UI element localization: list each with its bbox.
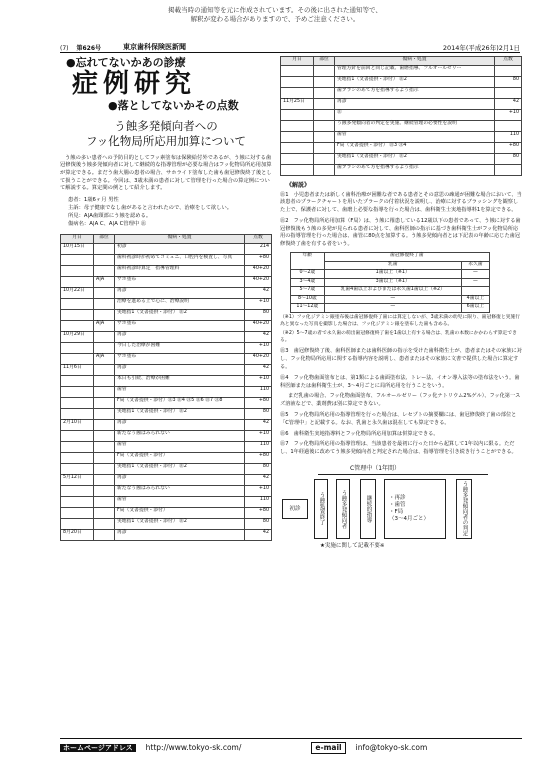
cell-site <box>314 77 335 88</box>
cell-treatment: 初診 <box>115 243 245 254</box>
table-row <box>61 254 272 265</box>
cell-points <box>495 88 522 99</box>
commentary-note-2: ㊟2 フッ化物局所応用加算（F局）は、う蝕に罹患している12歳以下の患者であって、う蝕に対する歯冠修復後もう蝕の多発が見られる患者に対して、歯科医師の指示に基づき歯科衛生士がフッ化物局所応用の指導管理を行った場合は、歯管に80点を加算する。う蝕多発傾向者とは下記表の年齢に応じた歯冠修復終了歯を有する者をいう。 <box>280 217 521 248</box>
table-row <box>61 441 272 452</box>
cell-treatment: 実地指1（文書提供・添付） ㊟2 <box>335 154 495 165</box>
disclaimer-notice <box>0 6 550 24</box>
cell-site <box>94 265 115 276</box>
table-row <box>61 397 272 408</box>
cell-treatment: 再診 <box>115 474 245 485</box>
table-row <box>291 278 490 287</box>
cell-date <box>61 507 94 518</box>
table-row <box>61 474 272 485</box>
cell-site <box>94 386 115 397</box>
cell-points: 110 <box>245 441 272 452</box>
cell-site: A|A <box>94 353 115 364</box>
col-treatment: 傷病・処置 <box>335 57 495 66</box>
permanent-col: 永久歯 <box>461 261 489 270</box>
table-row <box>61 375 272 386</box>
age-cell: 8〜10歳 <box>291 295 325 304</box>
age-cell: 0〜2歳 <box>291 270 325 279</box>
flow-box-visits <box>384 479 446 539</box>
cell-site <box>94 518 115 529</box>
treatment-record-body-continued <box>281 66 522 176</box>
age-cell: 4歯以上 <box>461 295 489 304</box>
restored-col: 歯冠修復終了歯 <box>324 253 489 262</box>
email-label: e-mail <box>311 742 345 753</box>
cell-date <box>61 441 94 452</box>
col-points: 点数 <box>245 234 272 243</box>
cell-points <box>495 66 522 77</box>
cell-points: 80 <box>245 408 272 419</box>
cell-points: +10 <box>245 430 272 441</box>
table-row <box>61 419 272 430</box>
table-row <box>281 154 522 165</box>
cell-date: 5月12日 <box>61 474 94 485</box>
age-cell: — <box>324 295 461 304</box>
cell-treatment: 歯管 <box>335 132 495 143</box>
cell-site <box>94 254 115 265</box>
cell-points: 42 <box>245 331 272 342</box>
kicker-bottom: ●落としてないかその点数 <box>108 99 239 113</box>
table-row <box>61 265 272 276</box>
age-cell: — <box>461 278 489 287</box>
cell-points <box>495 121 522 132</box>
cell-site <box>314 99 335 110</box>
cell-points: +10 <box>245 485 272 496</box>
age-cell: 6歯以上 <box>461 304 489 313</box>
cell-points: 80 <box>245 463 272 474</box>
masthead <box>60 40 520 53</box>
cell-date <box>61 386 94 397</box>
complaint-line: 主訴：母子健康でなし歯があると言われたので、治療をして欲しい。 <box>68 204 233 211</box>
issue-date: 2014年(平成26年)2月1日 <box>442 43 520 52</box>
cell-site <box>314 154 335 165</box>
cell-treatment: F局（文書提供・添付） ㊟3 ㊟4 <box>335 143 495 154</box>
cell-treatment: F局（文書提供・添付）㊟3 ㊟4 ㊟5 ㊟6 ㊟7 ㊟8 <box>115 397 245 408</box>
col-site: 部位 <box>94 234 115 243</box>
table-row <box>281 165 522 176</box>
cell-treatment: 歯管 <box>115 386 245 397</box>
cell-points <box>495 165 522 176</box>
cell-date <box>61 342 94 353</box>
table-row <box>61 430 272 441</box>
age-table-body <box>291 270 490 313</box>
cell-date: 10月22日 <box>61 287 94 298</box>
cell-site: A|A <box>94 320 115 331</box>
cell-site <box>94 364 115 375</box>
commentary-note-6: ㊟6 歯科衛生実地指導料とフッ化物局所応用加算は併算定できる。 <box>280 430 439 437</box>
commentary-note-3: ㊟3 歯冠修復終了後、歯科医師または歯科医師の指示を受けた歯科衛生士が、患者またはその家族に対し、フッ化物局所応用に関する指導内容を説明し、患者またはその家族に文書で提供した場合に算定する。 <box>280 348 522 370</box>
col-treatment: 傷病・処置 <box>115 234 245 243</box>
table-row <box>281 99 522 110</box>
age-cell: 5〜7歳 <box>291 287 325 296</box>
cell-date <box>281 88 314 99</box>
page-footer <box>60 738 522 754</box>
cell-treatment: 治療を進める上で心に、治療説明 <box>115 298 245 309</box>
cell-points: 110 <box>245 496 272 507</box>
cell-points: 42 <box>495 99 522 110</box>
table-header-row <box>61 234 272 243</box>
cell-treatment: 実地指1（文書提供・添付） ㊟2 <box>115 463 245 474</box>
cell-treatment: 再診 <box>115 529 245 540</box>
commentary-title: 《解説》 <box>286 182 311 189</box>
section-title: 症例研究 <box>72 68 197 99</box>
age-cell: 3〜4歳 <box>291 278 325 287</box>
cell-treatment: 再診 <box>335 99 495 110</box>
kicker-top: ●忘れてないかあの診療 <box>66 56 186 69</box>
cell-site <box>314 132 335 143</box>
col-points: 点数 <box>495 57 522 66</box>
cell-treatment: う蝕多発傾向者の判定を実施、継続管理の必要性を説明 <box>335 121 495 132</box>
cell-date <box>61 298 94 309</box>
cell-site <box>314 165 335 176</box>
treatment-record-table <box>60 234 272 541</box>
flow-box-judgment: う蝕多発傾向者の判定 <box>456 479 472 539</box>
cell-treatment: 新たなう蝕はみられない <box>115 430 245 441</box>
cell-date <box>61 397 94 408</box>
cell-treatment: 歯ブラシのあて方を指導するよう指示 <box>335 165 495 176</box>
cell-treatment: 管理方針を前回と同じ記載、歯磨指導、フルオールゼリー <box>335 66 495 77</box>
cell-treatment: サホ塗布 <box>115 276 245 287</box>
cell-date <box>281 143 314 154</box>
cell-site <box>314 66 335 77</box>
table-row <box>281 110 522 121</box>
article-intro: う蝕の多い患者への予防目的としてフッ素塗布は保険給付外であるが、う蝕に対する歯冠修復後う蝕多発傾向者に対して継続的な指導管理が必要な場合はフッ化物局所応用加算が算定できる。まだう歯大腸の患者の場合、サホライド塗布した歯も歯冠修復終了後として扱うことができる。今回は、3歳未満の患者に対して管理を行った場合の算定例について解説する。算定間の例として紹介します。 <box>60 154 272 192</box>
table-row <box>291 304 490 313</box>
cell-site <box>314 110 335 121</box>
cell-treatment: 実地指1（文書提供・添付） ㊟2 <box>115 518 245 529</box>
cell-points: 80 <box>245 309 272 320</box>
cell-date <box>61 518 94 529</box>
cell-date <box>281 66 314 77</box>
cell-date <box>61 463 94 474</box>
cell-date <box>281 121 314 132</box>
flow-item-revisit: ・再診 <box>389 495 406 502</box>
left-column <box>60 56 272 541</box>
flow-box-continuous-guidance: 継続的指導 <box>360 479 376 539</box>
table-row <box>281 77 522 88</box>
cell-site <box>94 397 115 408</box>
table-row <box>61 463 272 474</box>
flow-footnote: ★実施に関して記載不要※ <box>320 542 385 549</box>
flow-period-line <box>318 474 488 475</box>
subtitle-line-1: う蝕多発傾向者への <box>114 118 218 133</box>
cell-site <box>94 342 115 353</box>
cell-site <box>94 463 115 474</box>
diagnosis-line: 傷病名：A|A C、A|A C管理中 ㊟ <box>68 220 147 227</box>
cell-date <box>61 452 94 463</box>
table-row <box>281 121 522 132</box>
cell-treatment: F局（文書提供・添付） <box>115 507 245 518</box>
cell-date: 10月15日 <box>61 243 94 254</box>
cell-points: 80 <box>495 77 522 88</box>
table-row <box>61 342 272 353</box>
cell-site <box>314 143 335 154</box>
age-cell: — <box>324 304 461 313</box>
table-row <box>61 243 272 254</box>
cell-treatment: 新たなう蝕はみられない <box>115 485 245 496</box>
cell-points: +80 <box>245 397 272 408</box>
cell-treatment: 実地指1（文書提供・添付） ㊟2 <box>335 77 495 88</box>
primary-col: 乳歯 <box>324 261 461 270</box>
cell-points: +80 <box>245 452 272 463</box>
cell-treatment: 歯管 <box>115 441 245 452</box>
cell-points: +80 <box>245 254 272 265</box>
cell-date <box>61 254 94 265</box>
cell-treatment: 本日も引続、治療が困難 <box>115 375 245 386</box>
cell-date: 11月25日 <box>281 99 314 110</box>
age-table-header <box>291 253 490 262</box>
table-row <box>281 143 522 154</box>
cell-site <box>94 452 115 463</box>
cell-date <box>61 496 94 507</box>
cell-points: +10 <box>495 110 522 121</box>
age-col: 年齢 <box>291 253 325 270</box>
table-row <box>61 320 272 331</box>
flow-item-fluoride: ・F局 <box>389 508 404 515</box>
commentary-note-1: ㊟1 小児患者または新しく歯科治療が困難な者である患者とその意思の疎通が困難な場合において、当該患者のプラークチャートを用いたプラークの付着状況を説明し、治療に対するブラッシングを観察した上で、保護者に対して、歯磨上必要な指導を行った場合は、歯科衛生士実地指導料1を算定できる。 <box>280 191 522 214</box>
disclaimer-line-2: 解釈が変わる場合がありますので、予めご注意ください。 <box>190 14 360 23</box>
col-site: 部位 <box>314 57 335 66</box>
age-criteria-table <box>290 252 490 313</box>
cell-date <box>61 309 94 320</box>
cell-treatment: 歯科初診時算定 指導管理料 <box>115 265 245 276</box>
cell-date <box>281 165 314 176</box>
cell-site <box>94 298 115 309</box>
table-row <box>61 507 272 518</box>
cell-site <box>94 485 115 496</box>
table-row <box>61 452 272 463</box>
cell-treatment: 再診 <box>115 331 245 342</box>
cell-treatment: サホ塗布 <box>115 320 245 331</box>
cell-points: 40+20 <box>245 353 272 364</box>
table-row <box>61 408 272 419</box>
commentary-note-4: ㊟4 フッ化物歯面塗布とは、第1類による歯面塗布法、トレー法、イオン導入法等の塗布法をいう。歯科医師または歯科衛生士が、3〜4月ごとに局所応用を行うことをいう。 <box>280 374 520 389</box>
cell-points: 40+20 <box>245 265 272 276</box>
disclaimer-line-1: 掲載当時の通知等を元に作成されています。その後に出された通知等で、 <box>168 6 382 14</box>
flow-item-interval: （3〜4月ごと） <box>389 515 429 522</box>
table-row <box>61 529 272 540</box>
cell-site <box>94 441 115 452</box>
cell-date: 2月10日 <box>61 419 94 430</box>
cell-points: 110 <box>245 386 272 397</box>
page-number: (7) <box>60 44 69 52</box>
cell-points: 40+20 <box>245 276 272 287</box>
cell-treatment: 歯科初診時が初めてコミュニ、口腔内を検査し、写真 <box>115 254 245 265</box>
flow-box-restoration-done: う蝕処置終了 <box>314 479 328 539</box>
cell-points: +10 <box>245 298 272 309</box>
cell-date <box>61 375 94 386</box>
right-column <box>280 56 522 565</box>
patient-line: 患者：1歳6ヶ月 男性 <box>68 197 119 204</box>
age-cell: 3歯以上（※1） <box>324 278 461 287</box>
flow-box-high-risk: う蝕多発傾向者 <box>336 479 350 539</box>
age-cell: 1歯以上（※1） <box>324 270 461 279</box>
cell-site <box>94 496 115 507</box>
cell-points: 42 <box>245 474 272 485</box>
email-address[interactable]: info@tokyo-sk.com <box>355 743 428 753</box>
cell-site: A|A <box>94 276 115 287</box>
cell-treatment: サホ塗布 <box>115 353 245 364</box>
cell-site <box>94 331 115 342</box>
table-row <box>61 353 272 364</box>
cell-site <box>94 375 115 386</box>
cell-date: 8月20日 <box>61 529 94 540</box>
cell-site <box>94 419 115 430</box>
age-cell: 乳歯4歯以上およびまたは永久歯1歯以上（※2） <box>324 287 461 296</box>
table-row <box>61 309 272 320</box>
age-cell: 11〜12歳 <box>291 304 325 313</box>
table-row <box>291 270 490 279</box>
age-cell: — <box>461 270 489 279</box>
footnote-2: （※2）5〜7歳の者で永久歯の萌出歯冠修復終了歯を1歯以上有する場合は、乳歯の本数にかかわらず算定できる。 <box>280 331 517 344</box>
table-row <box>61 518 272 529</box>
cell-date <box>61 276 94 287</box>
table-row <box>61 496 272 507</box>
cell-date <box>281 132 314 143</box>
cell-points: 42 <box>245 419 272 430</box>
cell-site <box>94 243 115 254</box>
cell-points: 40+20 <box>245 320 272 331</box>
cell-points: 214 <box>245 243 272 254</box>
cell-treatment: 歯管 <box>115 496 245 507</box>
cell-date <box>61 408 94 419</box>
table-row <box>61 276 272 287</box>
treatment-record-body <box>61 243 272 540</box>
commentary-note-5: ㊟5 フッ化物局所応用の指導管理を行った場合は、レセプトの摘要欄には、歯冠修復終了歯の部位と「C管理中」と記載する。なお、乳歯と永久歯は混在しても算定できる。 <box>280 411 517 426</box>
newspaper-name: 東京歯科保険医新聞 <box>123 42 187 52</box>
homepage-url[interactable]: http://www.tokyo-sk.com/ <box>145 743 242 753</box>
table-row <box>61 364 272 375</box>
age-cell <box>461 287 489 296</box>
cell-site <box>94 287 115 298</box>
cell-points: +80 <box>245 507 272 518</box>
cell-treatment: 実地指1（文書提供・添付） ㊟2 <box>115 309 245 320</box>
cell-treatment: 歯ブラシのあて方を指導するよう指示 <box>335 88 495 99</box>
table-row <box>281 88 522 99</box>
cell-date <box>61 353 94 364</box>
management-flow-diagram <box>280 465 522 565</box>
cell-site <box>314 121 335 132</box>
cell-date <box>61 265 94 276</box>
flow-box-first-visit: 初診 <box>282 499 308 519</box>
cell-points: +80 <box>495 143 522 154</box>
cell-treatment: 再診 <box>115 287 245 298</box>
cell-date <box>281 110 314 121</box>
cell-date: 11月6日 <box>61 364 94 375</box>
cell-points: +10 <box>245 375 272 386</box>
table-header-row <box>281 57 522 66</box>
cell-treatment: 実地指1（文書提供・添付） ㊟2 <box>115 408 245 419</box>
table-row <box>291 287 490 296</box>
cell-treatment: 再診 <box>115 419 245 430</box>
cell-site <box>94 507 115 518</box>
findings-line: 所見：A|A歯頸部にう蝕を認める。 <box>68 212 152 219</box>
flow-item-management: ・歯管 <box>389 502 406 509</box>
cell-points: 42 <box>245 364 272 375</box>
patient-info <box>60 197 272 229</box>
cell-treatment: ㊟ <box>335 110 495 121</box>
cell-treatment: 今日した治療が困難 <box>115 342 245 353</box>
cell-site <box>314 88 335 99</box>
cell-date <box>61 430 94 441</box>
cell-points: 42 <box>245 287 272 298</box>
issue-number: 第626号 <box>76 44 102 52</box>
cell-date <box>281 77 314 88</box>
cell-points: 80 <box>245 518 272 529</box>
col-date: 月日 <box>281 57 314 66</box>
cell-points: 110 <box>495 132 522 143</box>
table-row <box>61 331 272 342</box>
cell-date <box>281 154 314 165</box>
table-row <box>281 132 522 143</box>
homepage-label: ホームページアドレス <box>60 744 136 753</box>
cell-date <box>61 320 94 331</box>
cell-site <box>94 430 115 441</box>
cell-site <box>94 309 115 320</box>
cell-date <box>61 485 94 496</box>
table-row <box>291 295 490 304</box>
cell-points: +10 <box>245 342 272 353</box>
article-subtitle <box>60 119 272 149</box>
col-date: 月日 <box>61 234 94 243</box>
table-row <box>61 485 272 496</box>
cell-treatment: F局（文書提供・添付） <box>115 452 245 463</box>
cell-site <box>94 474 115 485</box>
commentary-note-4b: まだ乳歯の場合、フッ化物歯面塗布、フルオールゼリー（フッ化ナトリウム2%ゲル）、フッ化第一スズ溶液などで、薬剤費は別に算定できない。 <box>280 393 521 408</box>
cell-site <box>94 408 115 419</box>
table-row <box>61 287 272 298</box>
cell-points: 80 <box>495 154 522 165</box>
table-row <box>281 66 522 77</box>
table-row <box>61 298 272 309</box>
table-row <box>61 386 272 397</box>
cell-site <box>94 529 115 540</box>
cell-date: 10月29日 <box>61 331 94 342</box>
subtitle-line-2: フッ化物局所応用加算について <box>86 133 246 148</box>
commentary-note-7: ㊟7 フッ化物局所応用の指導管理は、当該患者を最初に行った日から起算して1年以内に限る。ただし、1年経過後に改めてう蝕多発傾向者と判定された場合は、指導管理を引き続き行うことができる。 <box>280 441 517 456</box>
footnote-1: （※1）フッ化ジアミン銀塗布後は歯冠修復終了歯には算定しないが、3歳未満の幼児に限り、歯冠修復と実施行為と異なった写真を撮影した場合は、フッ化ジアミン銀を塗布した歯も含める。 <box>280 314 521 327</box>
flow-period-label: C管理中（1年間） <box>350 464 401 472</box>
cell-treatment: 再診 <box>115 364 245 375</box>
treatment-record-table-continued <box>280 56 522 176</box>
cell-points: 42 <box>245 529 272 540</box>
